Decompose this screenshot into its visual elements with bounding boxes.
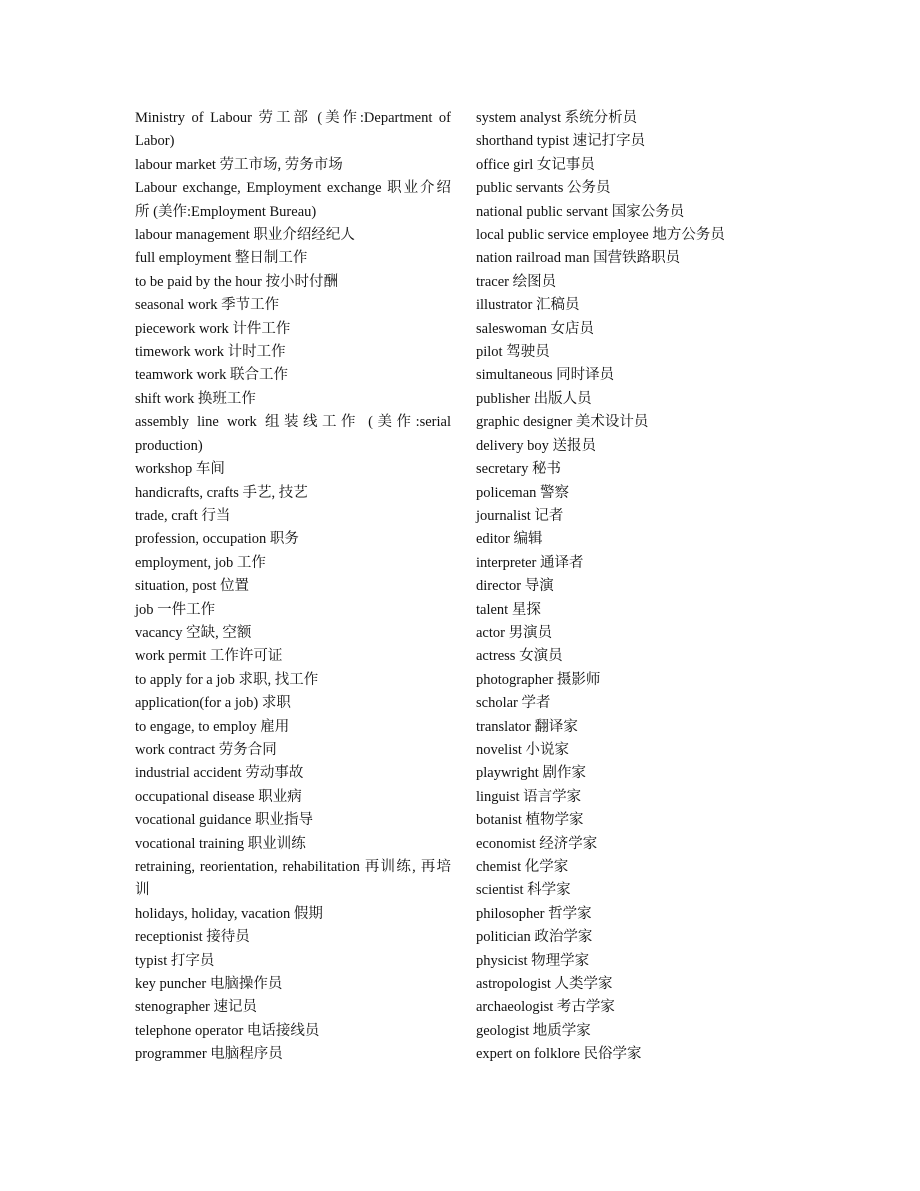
vocabulary-entry: handicrafts, crafts 手艺, 技艺 [135,484,308,501]
vocabulary-entry: actor 男演员 [476,624,553,641]
vocabulary-entry: employment, job 工作 [135,554,266,571]
vocabulary-entry: editor 编辑 [476,531,543,548]
vocabulary-entry: national public servant 国家公务员 [476,203,685,220]
vocabulary-entry: stenographer 速记员 [135,999,258,1016]
vocabulary-entry: job 一件工作 [135,601,216,618]
vocabulary-entry: trade, craft 行当 [135,507,231,524]
vocabulary-entry: botanist 植物学家 [476,812,584,829]
vocabulary-entry: politician 政治学家 [476,929,593,946]
vocabulary-entry: scientist 科学家 [476,882,571,899]
vocabulary-entry: retraining, reorientation, rehabilitation 再训练, 再培训 [135,859,451,899]
vocabulary-entry: system analyst 系统分析员 [476,110,638,126]
vocabulary-entry: geologist 地质学家 [476,1022,591,1039]
vocabulary-entry: telephone operator 电话接线员 [135,1022,320,1039]
vocabulary-entry: astropologist 人类学家 [476,976,613,993]
vocabulary-entry: vocational training 职业训练 [135,835,306,852]
vocabulary-entry: archaeologist 考古学家 [476,999,615,1016]
vocabulary-entry: talent 星探 [476,601,541,618]
vocabulary-entry: economist 经济学家 [476,835,598,852]
vocabulary-entry: Labour exchange, Employment exchange 职业介绍所 (美作:Employment Bureau) [135,180,451,220]
vocabulary-entry: teamwork work 联合工作 [135,367,289,384]
vocabulary-entry: simultaneous 同时译员 [476,367,615,384]
vocabulary-entry: full employment 整日制工作 [135,250,308,267]
vocabulary-entry: delivery boy 送报员 [476,437,597,454]
vocabulary-entry: pilot 驾驶员 [476,344,550,361]
vocabulary-entry: typist 打字员 [135,952,215,969]
vocabulary-entry: playwright 剧作家 [476,765,586,782]
vocabulary-entry: industrial accident 劳动事故 [135,765,304,782]
vocabulary-entry: graphic designer 美术设计员 [476,414,649,431]
vocabulary-entry: timework work 计时工作 [135,344,286,361]
vocabulary-entry: novelist 小说家 [476,741,570,758]
vocabulary-entry: occupational disease 职业病 [135,788,302,805]
vocabulary-entry: work permit 工作许可证 [135,648,283,665]
vocabulary-entry: translator 翻译家 [476,718,578,735]
vocabulary-entry: photographer 摄影师 [476,671,601,688]
vocabulary-entry: vacancy 空缺, 空额 [135,624,252,641]
vocabulary-entry: chemist 化学家 [476,859,569,875]
vocabulary-entry: to apply for a job 求职, 找工作 [135,671,319,688]
vocabulary-entry: saleswoman 女店员 [476,320,594,337]
vocabulary-entry: policeman 警察 [476,484,570,501]
right-column-list [476,107,776,1067]
vocabulary-entry: Ministry of Labour 劳工部 (美作:Department of Labor) [135,110,451,150]
vocabulary-entry: journalist 记者 [476,507,564,524]
vocabulary-entry: to be paid by the hour 按小时付酬 [135,273,338,290]
vocabulary-entry: piecework work 计件工作 [135,320,291,337]
vocabulary-entry: expert on folklore 民俗学家 [476,1046,642,1063]
vocabulary-entry: illustrator 汇稿员 [476,297,580,314]
vocabulary-entry: shift work 换班工作 [135,390,256,407]
vocabulary-entry: public servants 公务员 [476,180,611,197]
vocabulary-entry: seasonal work 季节工作 [135,297,280,314]
vocabulary-entry: local public service employee 地方公务员 [476,227,725,244]
vocabulary-entry: key puncher 电脑操作员 [135,976,283,993]
vocabulary-entry: labour market 劳工市场, 劳务市场 [135,156,343,173]
vocabulary-entry: assembly line work 组装线工作 (美作:serial production) [135,414,451,454]
vocabulary-entry: interpreter 通译者 [476,554,584,571]
vocabulary-entry: tracer 绘图员 [476,273,557,290]
vocabulary-entry: office girl 女记事员 [476,156,595,173]
vocabulary-entry: to engage, to employ 雇用 [135,718,290,735]
vocabulary-entry: application(for a job) 求职 [135,695,291,712]
vocabulary-entry: actress 女演员 [476,648,563,665]
vocabulary-entry: labour management 职业介绍经纪人 [135,227,355,244]
vocabulary-entry: programmer 电脑程序员 [135,1046,283,1063]
vocabulary-entry: profession, occupation 职务 [135,531,299,548]
vocabulary-entry: work contract 劳务合同 [135,741,277,758]
vocabulary-entry: philosopher 哲学家 [476,905,592,922]
vocabulary-entry: publisher 出版人员 [476,390,592,407]
vocabulary-entry: holidays, holiday, vacation 假期 [135,905,323,922]
vocabulary-entry: vocational guidance 职业指导 [135,812,313,829]
vocabulary-entry: scholar 学者 [476,695,551,712]
vocabulary-entry: workshop 车间 [135,461,225,478]
vocabulary-entry: secretary 秘书 [476,461,561,478]
left-column-list [135,107,451,1067]
vocabulary-entry: linguist 语言学家 [476,788,582,805]
vocabulary-entry: physicist 物理学家 [476,952,590,969]
vocabulary-entry: shorthand typist 速记打字员 [476,133,646,150]
vocabulary-entry: nation railroad man 国营铁路职员 [476,250,681,267]
vocabulary-entry: director 导演 [476,578,554,595]
vocabulary-entry: situation, post 位置 [135,578,249,595]
vocabulary-entry: receptionist 接待员 [135,929,250,946]
